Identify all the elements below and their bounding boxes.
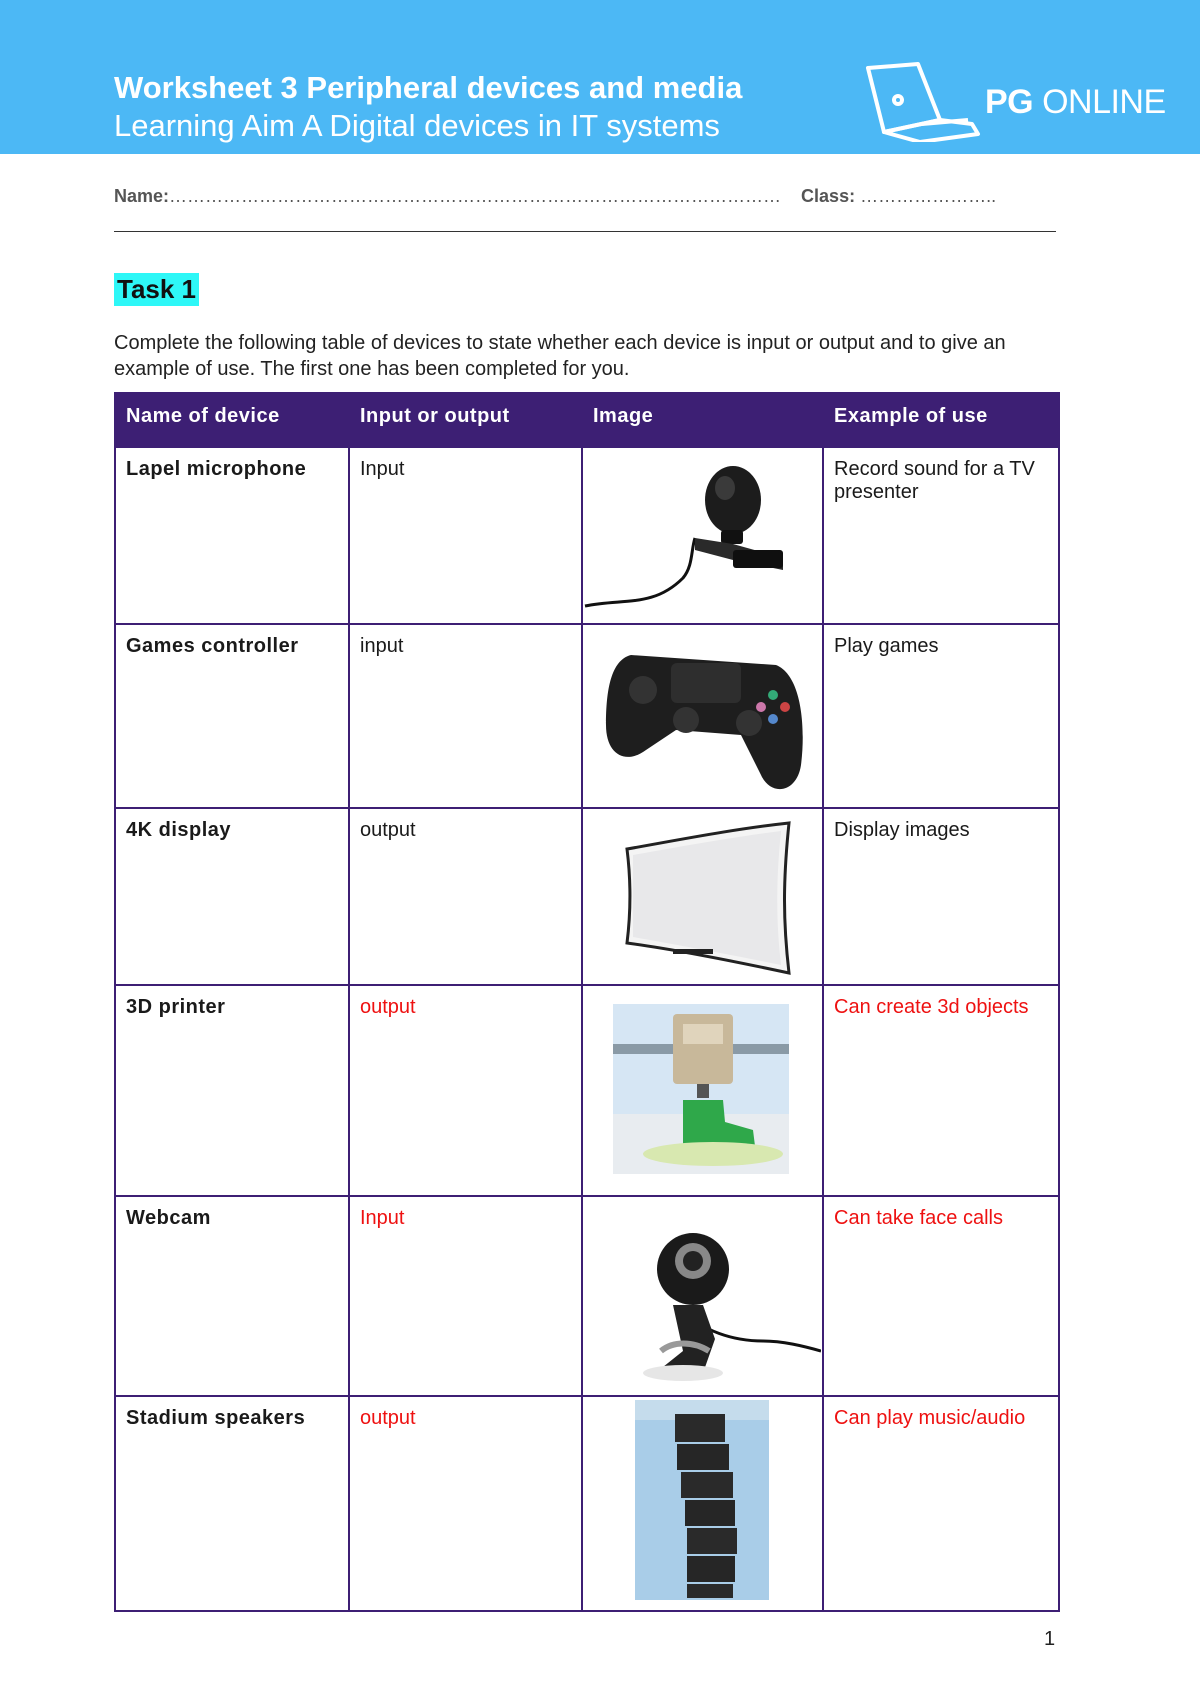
device-use[interactable]: Can take face calls [823,1196,1059,1396]
name-field[interactable]: ………………………………………………………………………………………… [169,186,782,206]
device-io[interactable]: Input [349,447,582,624]
device-use[interactable]: Record sound for a TV presenter [823,447,1059,624]
device-image-cell [582,624,823,808]
3d-printer-image [613,1004,789,1174]
device-image-cell [582,1196,823,1396]
table-row [115,985,1059,1196]
task-heading: Task 1 [114,273,199,306]
column-header: Image [582,393,823,447]
device-image-cell [582,985,823,1196]
device-use[interactable]: Display images [823,808,1059,985]
device-io[interactable]: output [349,985,582,1196]
device-name: Stadium speakers [115,1396,349,1611]
worksheet-subtitle: Learning Aim A Digital devices in IT systems [114,108,720,143]
table-row [115,808,1059,985]
device-io[interactable]: input [349,624,582,808]
name-label: Name: [114,186,170,206]
divider [114,231,1056,232]
column-header: Example of use [823,393,1059,447]
table-header-row [115,393,1059,447]
class-field[interactable]: ………………….. [860,186,997,206]
device-name: Webcam [115,1196,349,1396]
device-io[interactable]: output [349,1396,582,1611]
device-name: Lapel microphone [115,447,349,624]
column-header: Name of device [115,393,349,447]
pg-online-logo: PG ONLINE [985,83,1166,121]
table-row [115,1196,1059,1396]
device-io[interactable]: Input [349,1196,582,1396]
stadium-speakers-image [635,1400,769,1600]
page-number: 1 [1044,1628,1056,1650]
device-name: 4K display [115,808,349,985]
table-row [115,447,1059,624]
device-io[interactable]: output [349,808,582,985]
table-row [115,1396,1059,1611]
device-image-cell [582,1396,823,1611]
task-instructions: Complete the following table of devices to state whether each device is input or output and to give an example of use. The first one has been completed for you. [114,332,1006,380]
student-details [114,186,1056,207]
worksheet-title: Worksheet 3 Peripheral devices and media [114,70,743,105]
class-label: Class: [801,186,856,206]
lapel-microphone-image [583,458,821,618]
curved-display-image [623,821,793,976]
webcam-image [583,1221,821,1391]
device-image-cell [582,808,823,985]
device-name: 3D printer [115,985,349,1196]
games-controller-image [601,635,806,800]
column-header: Input or output [349,393,582,447]
device-use[interactable]: Can create 3d objects [823,985,1059,1196]
table-row [115,624,1059,808]
device-name: Games controller [115,624,349,808]
device-use[interactable]: Play games [823,624,1059,808]
device-use[interactable]: Can play music/audio [823,1396,1059,1611]
device-image-cell [582,447,823,624]
devices-table [114,392,1060,1612]
